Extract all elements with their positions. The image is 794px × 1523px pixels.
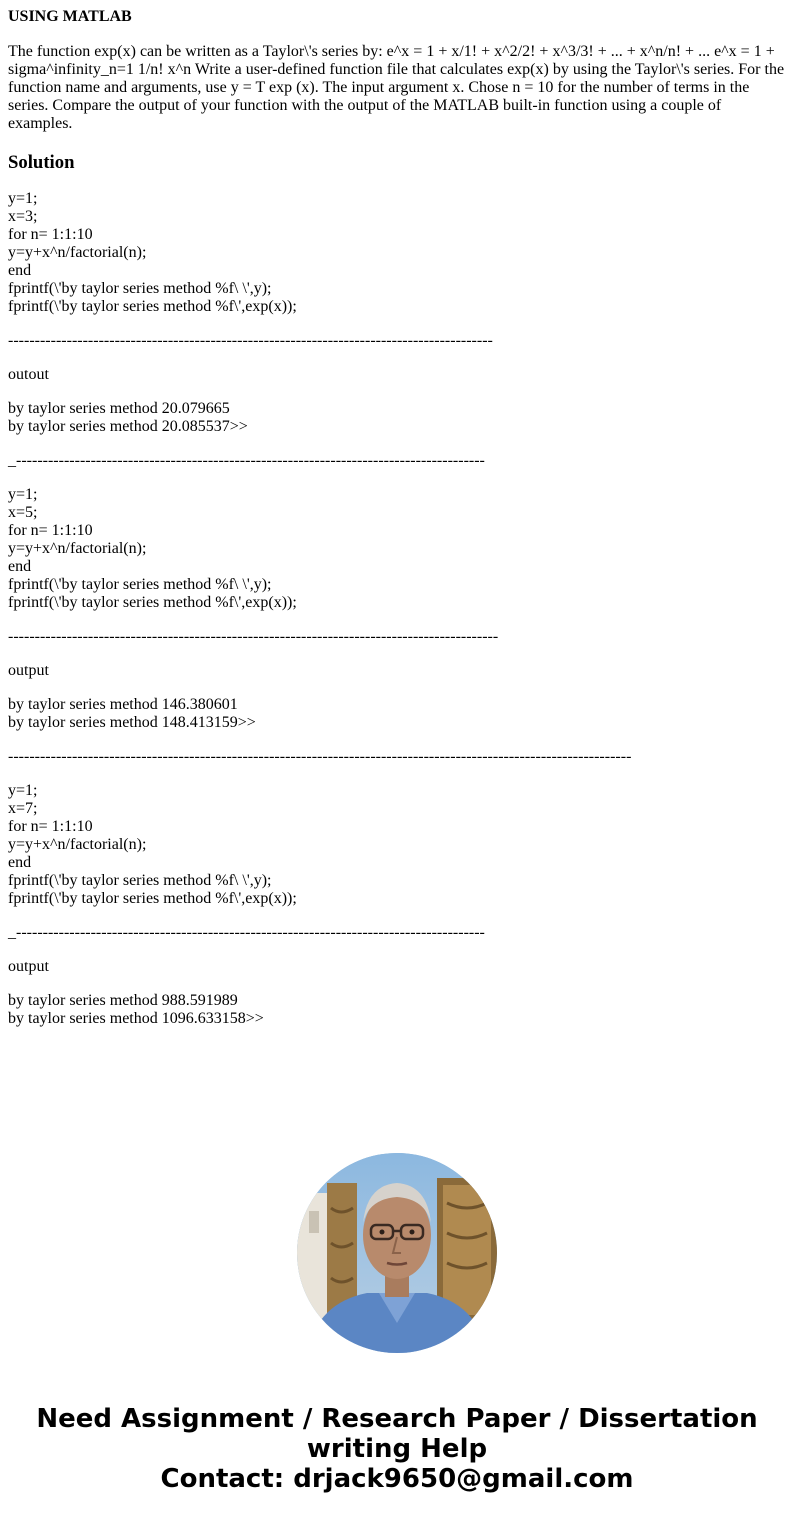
code-line: end [8, 558, 32, 575]
code-line: y=y+x^n/factorial(n); [8, 244, 147, 261]
code-line: fprintf(\'by taylor series method %f\',exp(x)); [8, 890, 297, 907]
output-line: by taylor series method 1096.633158>> [8, 1010, 264, 1027]
code-line: for n= 1:1:10 [8, 522, 93, 539]
code-line: y=1; [8, 190, 38, 207]
code-line: y=y+x^n/factorial(n); [8, 540, 147, 557]
code-line: fprintf(\'by taylor series method %f\',exp(x)); [8, 594, 297, 611]
output-line: by taylor series method 148.413159>> [8, 714, 256, 731]
output-label [8, 366, 788, 384]
promo-banner [0, 1404, 794, 1494]
code-line: end [8, 262, 32, 279]
promo-line-1: Need Assignment / Research Paper / Dissertation [36, 1404, 758, 1434]
separator-text: -------------------------------------------------------------------------------------------- [8, 628, 499, 645]
separator-line [8, 332, 788, 350]
output-line: by taylor series method 146.380601 [8, 696, 238, 713]
code-line: y=y+x^n/factorial(n); [8, 836, 147, 853]
output-label-text: output [8, 958, 49, 975]
code-line: fprintf(\'by taylor series method %f\ \',y); [8, 280, 272, 297]
code-block-2 [8, 486, 788, 612]
separator-line [8, 452, 788, 470]
separator-text: --------------------------------------------------------------------------------------------------------------------- [8, 748, 632, 765]
question-text: The function exp(x) can be written as a Taylor\'s series by: e^x = 1 + x/1! + x^2/2! + x^3/3! + ... + x^n/n! + ... e^x = 1 + sigma^infinity_n=1 1/n! x^n Write a user-defined function file that calculates exp(x) by using the Taylor\'s series. For the function name and arguments, use y = T exp (x). The input argument x. Chose n = 10 for the number of terms in the series. Compare the output of your function with the output of the MATLAB built-in function using a couple of examples. [8, 43, 785, 132]
separator-text: _---------------------------------------------------------------------------------------- [8, 452, 485, 469]
separator-text: _---------------------------------------------------------------------------------------- [8, 924, 485, 941]
code-line: for n= 1:1:10 [8, 818, 93, 835]
document-content [8, 8, 788, 1028]
code-block-1 [8, 190, 788, 316]
code-line: y=1; [8, 782, 38, 799]
code-line: end [8, 854, 32, 871]
output-block-2 [8, 696, 788, 732]
separator-line [8, 924, 788, 942]
author-avatar [297, 1153, 497, 1353]
separator-text: ------------------------------------------------------------------------------------------- [8, 332, 493, 349]
solution-heading: Solution [8, 152, 75, 173]
code-line: for n= 1:1:10 [8, 226, 93, 243]
separator-line [8, 628, 788, 646]
code-block-3 [8, 782, 788, 908]
output-line: by taylor series method 20.085537>> [8, 418, 248, 435]
output-block-3 [8, 992, 788, 1028]
code-line: x=5; [8, 504, 38, 521]
separator-line [8, 748, 788, 766]
code-line: x=3; [8, 208, 38, 225]
code-line: fprintf(\'by taylor series method %f\ \',y); [8, 872, 272, 889]
avatar-portrait-image [297, 1153, 497, 1353]
promo-line-2: writing Help [306, 1434, 488, 1464]
output-block-1 [8, 400, 788, 436]
code-line: x=7; [8, 800, 38, 817]
code-line: y=1; [8, 486, 38, 503]
output-label-text: output [8, 662, 49, 679]
output-line: by taylor series method 988.591989 [8, 992, 238, 1009]
code-line: fprintf(\'by taylor series method %f\ \',y); [8, 576, 272, 593]
question-title: USING MATLAB [8, 8, 132, 25]
output-label [8, 958, 788, 976]
output-line: by taylor series method 20.079665 [8, 400, 230, 417]
output-label [8, 662, 788, 680]
code-line: fprintf(\'by taylor series method %f\',exp(x)); [8, 298, 297, 315]
promo-contact-line: Contact: drjack9650@gmail.com [160, 1464, 634, 1494]
output-label-text: outout [8, 366, 49, 383]
